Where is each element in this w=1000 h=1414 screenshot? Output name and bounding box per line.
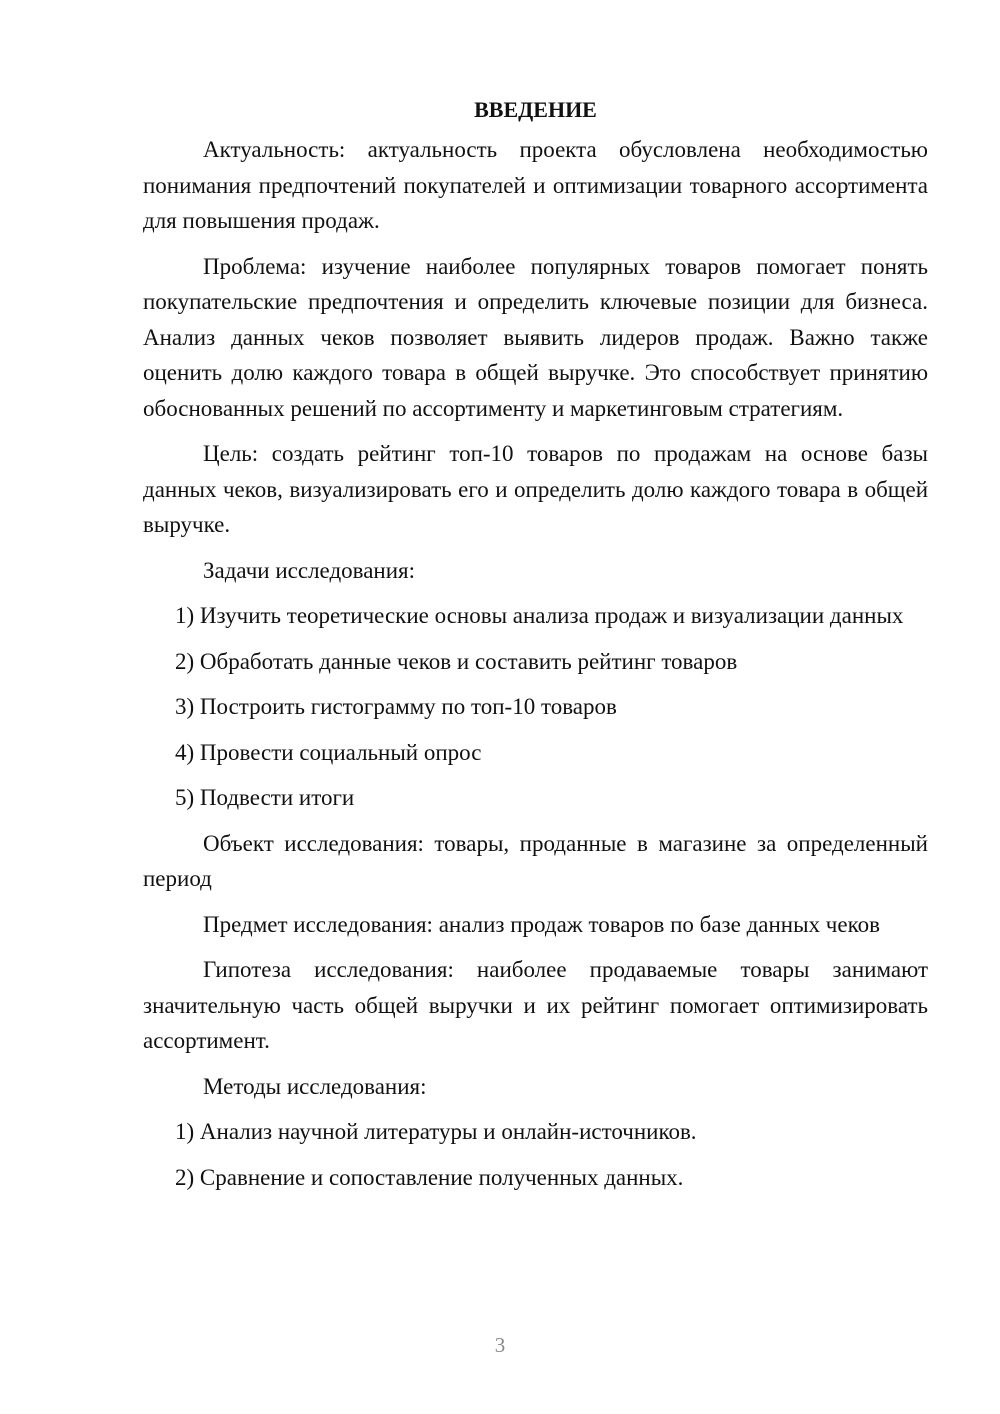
object-paragraph: Объект исследования: товары, проданные в магазине за определенный период <box>143 830 928 891</box>
subject-paragraph: Предмет исследования: анализ продаж товаров по базе данных чеков <box>203 911 880 937</box>
task-item: 4) Провести социальный опрос <box>175 739 482 765</box>
task-item: 3) Построить гистограмму по топ-10 товаров <box>175 694 617 719</box>
problem-paragraph: Проблема: изучение наиболее популярных товаров помогает понять покупательские предпочтения и определить ключевые позиции для бизнеса. Анализ данных чеков позволяет выявить лидеров продаж. Важно также оценить долю каждого товара в общей выручке. Это способствует принятию обоснованных решений по ассортименту и маркетинговым стратегиям. <box>143 253 928 421</box>
method-item: 2) Сравнение и сопоставление полученных данных. <box>175 1164 684 1190</box>
method-item: 1) Анализ научной литературы и онлайн-источников. <box>175 1119 697 1144</box>
task-item: 2) Обработать данные чеков и составить рейтинг товаров <box>175 648 738 674</box>
relevance-paragraph: Актуальность: актуальность проекта обусловлена необходимостью понимания предпочтений покупателей и оптимизации товарного ассортимента для повышения продаж. <box>143 137 928 233</box>
section-title: ВВЕДЕНИЕ <box>474 97 597 122</box>
tasks-heading: Задачи исследования: <box>203 557 416 583</box>
page-number: 3 <box>494 1333 506 1357</box>
methods-heading: Методы исследования: <box>203 1073 427 1099</box>
hypothesis-paragraph: Гипотеза исследования: наиболее продаваемые товары занимают значительную часть общей выручки и их рейтинг помогает оптимизировать ассортимент. <box>143 957 928 1053</box>
task-item: 5) Подвести итоги <box>175 785 355 810</box>
task-item: 1) Изучить теоретические основы анализа продаж и визуализации данных <box>175 603 904 628</box>
goal-paragraph: Цель: создать рейтинг топ-10 товаров по продажам на основе базы данных чеков, визуализировать его и определить долю каждого товара в общей выручке. <box>143 441 928 537</box>
page-content <box>143 92 928 1205</box>
